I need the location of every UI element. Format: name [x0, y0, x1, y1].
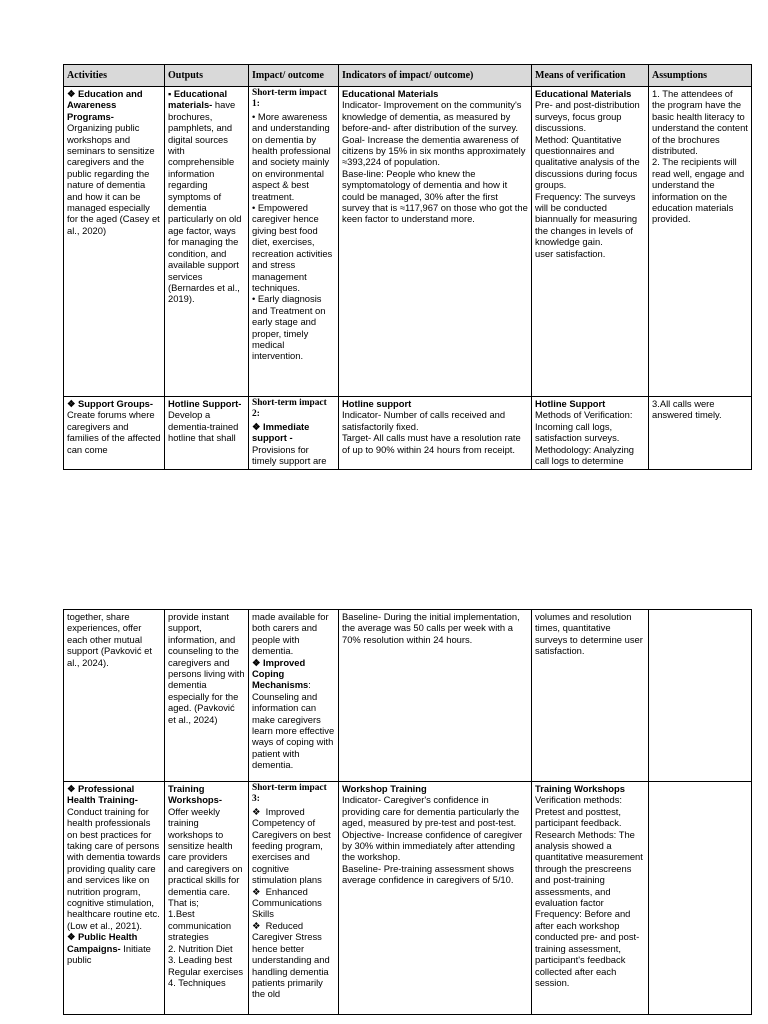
activity-body: Conduct training for health professionals on best practices for taking care of persons with dementia towards providing quality care and services like on nutrition program, cognitive stimulation, healthcare routine etc. (Low et al., 2021). [67, 805, 161, 931]
means-line: Methods of Verification: Incoming call logs, satisfaction surveys. [535, 409, 636, 444]
table-row [64, 87, 752, 397]
impact-title: Short-term impact 2: [252, 398, 330, 420]
cell-indicators [339, 87, 532, 397]
means-title: Hotline Support [535, 398, 606, 409]
impact-title: Short-term impact 3: [252, 783, 330, 805]
impact-title: Short-term impact 1: [252, 88, 330, 110]
indicator-title: Educational Materials [342, 88, 439, 99]
means-line: Research Methods: The analysis showed a quantitative measurement through the prescreens and post-training assessments, and evaluation factor [535, 828, 646, 909]
means-line: user satisfaction. [535, 247, 606, 259]
logframe-table-page-1 [63, 64, 752, 470]
impact-line: • More awareness and understanding on dementia by health professional and society mainly on environmental aspect & best treatment. [252, 110, 334, 202]
output-title: Hotline Support- [168, 398, 242, 409]
cell-outputs [165, 610, 249, 782]
activity-title: ❖ Public Health Campaigns- [67, 931, 138, 954]
output-line: 3. Leading best Regular exercises [168, 954, 244, 977]
impact-subtitle: ❖ Immediate support - [252, 420, 310, 444]
indicator-line: Indicator- Number of calls received and satisfactorily fixed. [342, 409, 508, 432]
header-indicators: Indicators of impact/ outcome) [339, 65, 532, 87]
activity-body: Initiate public [67, 942, 151, 966]
impact-body: Provisions for timely support are [252, 443, 327, 467]
indicator-line: Goal- Increase the dementia awareness of citizens by 15% in six months approximately ≈393,224 of population. [342, 133, 529, 168]
output-line: 4. Techniques [168, 976, 226, 988]
table-header-row [64, 65, 752, 87]
means-line: Method: Quantitative questionnaires and qualitative analysis of the discussions during focus groups. [535, 133, 643, 191]
header-impact: Impact/ outcome [249, 65, 339, 87]
assumption-line: 3.All calls were answered timely. [652, 398, 722, 421]
output-title: Training Workshops- [168, 783, 222, 806]
impact-body: made available for both carers and people with dementia. [252, 611, 332, 657]
means-line: Verification methods: Pretest and posttest, participant feedback. [535, 794, 625, 829]
cell-means [532, 782, 649, 1015]
cell-means [532, 610, 649, 782]
assumption-line: 2. The recipients will read well, engage and understand the information on the education materials provided. [652, 156, 747, 225]
table-row [64, 782, 752, 1015]
indicator-title: Workshop Training [342, 783, 427, 794]
activity-title: ❖ Professional Health Training- [67, 783, 138, 806]
cell-impact [249, 782, 339, 1015]
header-outputs: Outputs [165, 65, 249, 87]
cell-outputs [165, 397, 249, 470]
impact-line: ❖ Enhanced Communications Skills [252, 885, 325, 920]
activity-title: ❖ Support Groups- [67, 398, 154, 409]
indicator-line: Baseline- Pre-training assessment shows average confidence in caregivers of 5/10. [342, 862, 517, 886]
cell-assumptions [649, 87, 752, 397]
logframe-table-page-2 [63, 609, 752, 1015]
indicator-body: Baseline- During the initial implementation, the average was 50 calls per week with a 70% resolution within 24 hours. [342, 611, 520, 645]
indicator-line: Target- All calls must have a resolution rate of up to 90% within 24 hours from receipt. [342, 432, 524, 455]
output-body: Develop a dementia-trained hotline that shall [168, 409, 239, 444]
cell-assumptions [649, 610, 752, 782]
means-title: Educational Materials [535, 88, 632, 99]
cell-activities [64, 397, 165, 470]
indicator-line: Base-line: People who knew the symptomatology of dementia and how it could be managed, 30% after the first survey that is ≈117,967 on those who got the keen factor to understand more. [342, 167, 531, 225]
header-activities: Activities [64, 65, 165, 87]
impact-line: • Early diagnosis and Treatment on early stage and proper, timely medical intervention. [252, 293, 329, 362]
output-body: Offer weekly training workshops to sensitize health care providers and caregivers on practical skills for dementia care. That is; [168, 805, 243, 909]
impact-line: ❖ Improved Competency of Caregivers on best feeding program, exercises and cognitive stimulation plans [252, 805, 334, 886]
cell-outputs [165, 782, 249, 1015]
activity-body: together, share experiences, offer each other mutual support (Pavković et al., 2024). [67, 611, 152, 668]
output-body: have brochures, pamphlets, and digital sources with comprehensible information regarding symptoms of dementia particularly on old age factor, ways for managing the condition, and available support services (Bernardes et al., 2019). [168, 99, 242, 305]
cell-activities [64, 610, 165, 782]
indicator-title: Hotline support [342, 398, 412, 409]
indicator-line: Indicator- Caregiver's confidence in providing care for dementia particularly the aged, measured by pre-test and post-test. [342, 794, 522, 829]
means-line: Methodology: Analyzing call logs to determine [535, 443, 637, 467]
indicator-line: Indicator- Improvement on the community's knowledge of dementia, as measured by before-and- after distribution of the survey. [342, 99, 525, 134]
cell-outputs [165, 87, 249, 397]
activity-title: ❖ Education and Awareness Programs- [67, 88, 143, 122]
impact-subtitle: ❖ Improved Coping Mechanisms [252, 656, 309, 691]
impact-body: : Counseling and information can make caregivers learn more effective ways of coping with patient with dementia. [252, 679, 335, 771]
impact-line: • Empowered caregiver hence giving best food diet, exercises, recreation activities and stress management techniques. [252, 202, 335, 293]
output-line: 2. Nutrition Diet [168, 942, 233, 954]
header-means: Means of verification [532, 65, 649, 87]
impact-line: ❖ Reduced Caregiver Stress hence better understanding and handling dementia patients primarily the old [252, 919, 333, 1000]
cell-means [532, 397, 649, 470]
cell-assumptions [649, 782, 752, 1015]
output-body: provide instant support, information, and counseling to the caregivers and persons living with dementia especially for the aged. (Pavković et al., 2024) [168, 611, 245, 725]
activity-body: Create forums where caregivers and families of the affected can come [67, 409, 161, 455]
cell-means [532, 87, 649, 397]
cell-impact [249, 610, 339, 782]
activity-body: Organizing public workshops and seminars to sensitize caregivers and the public regarding the nature of dementia and how it can be managed especially for the aged (Casey et al., 2020) [67, 122, 160, 236]
cell-impact [249, 397, 339, 470]
cell-indicators [339, 610, 532, 782]
cell-assumptions [649, 397, 752, 470]
output-line: 1.Best communication strategies [168, 908, 234, 943]
cell-activities [64, 87, 165, 397]
means-line: Pre- and post-distribution surveys, focus group discussions. [535, 99, 643, 134]
output-title: ▪ Educational materials- [168, 88, 228, 111]
table-row [64, 397, 752, 470]
cell-indicators [339, 397, 532, 470]
means-body: volumes and resolution times, quantitative surveys to determine user satisfaction. [535, 611, 643, 657]
cell-impact [249, 87, 339, 397]
header-assumptions: Assumptions [649, 65, 752, 87]
means-title: Training Workshops [535, 783, 625, 794]
means-line: Frequency: Before and after each workshop conducted pre- and post-training assessment, participant's feedback collected after each session. [535, 908, 640, 988]
cell-activities [64, 782, 165, 1015]
means-line: Frequency: The surveys will be conducted biannually for measuring the changes in levels of knowledge gain. [535, 190, 640, 248]
indicator-line: Objective- Increase confidence of caregiver by 30% within immediately after attending the workshop. [342, 828, 525, 863]
cell-indicators [339, 782, 532, 1015]
assumption-line: 1. The attendees of the program have the basic health literacy to understand the content of the brochures distributed. [652, 88, 751, 157]
table-row [64, 610, 752, 782]
